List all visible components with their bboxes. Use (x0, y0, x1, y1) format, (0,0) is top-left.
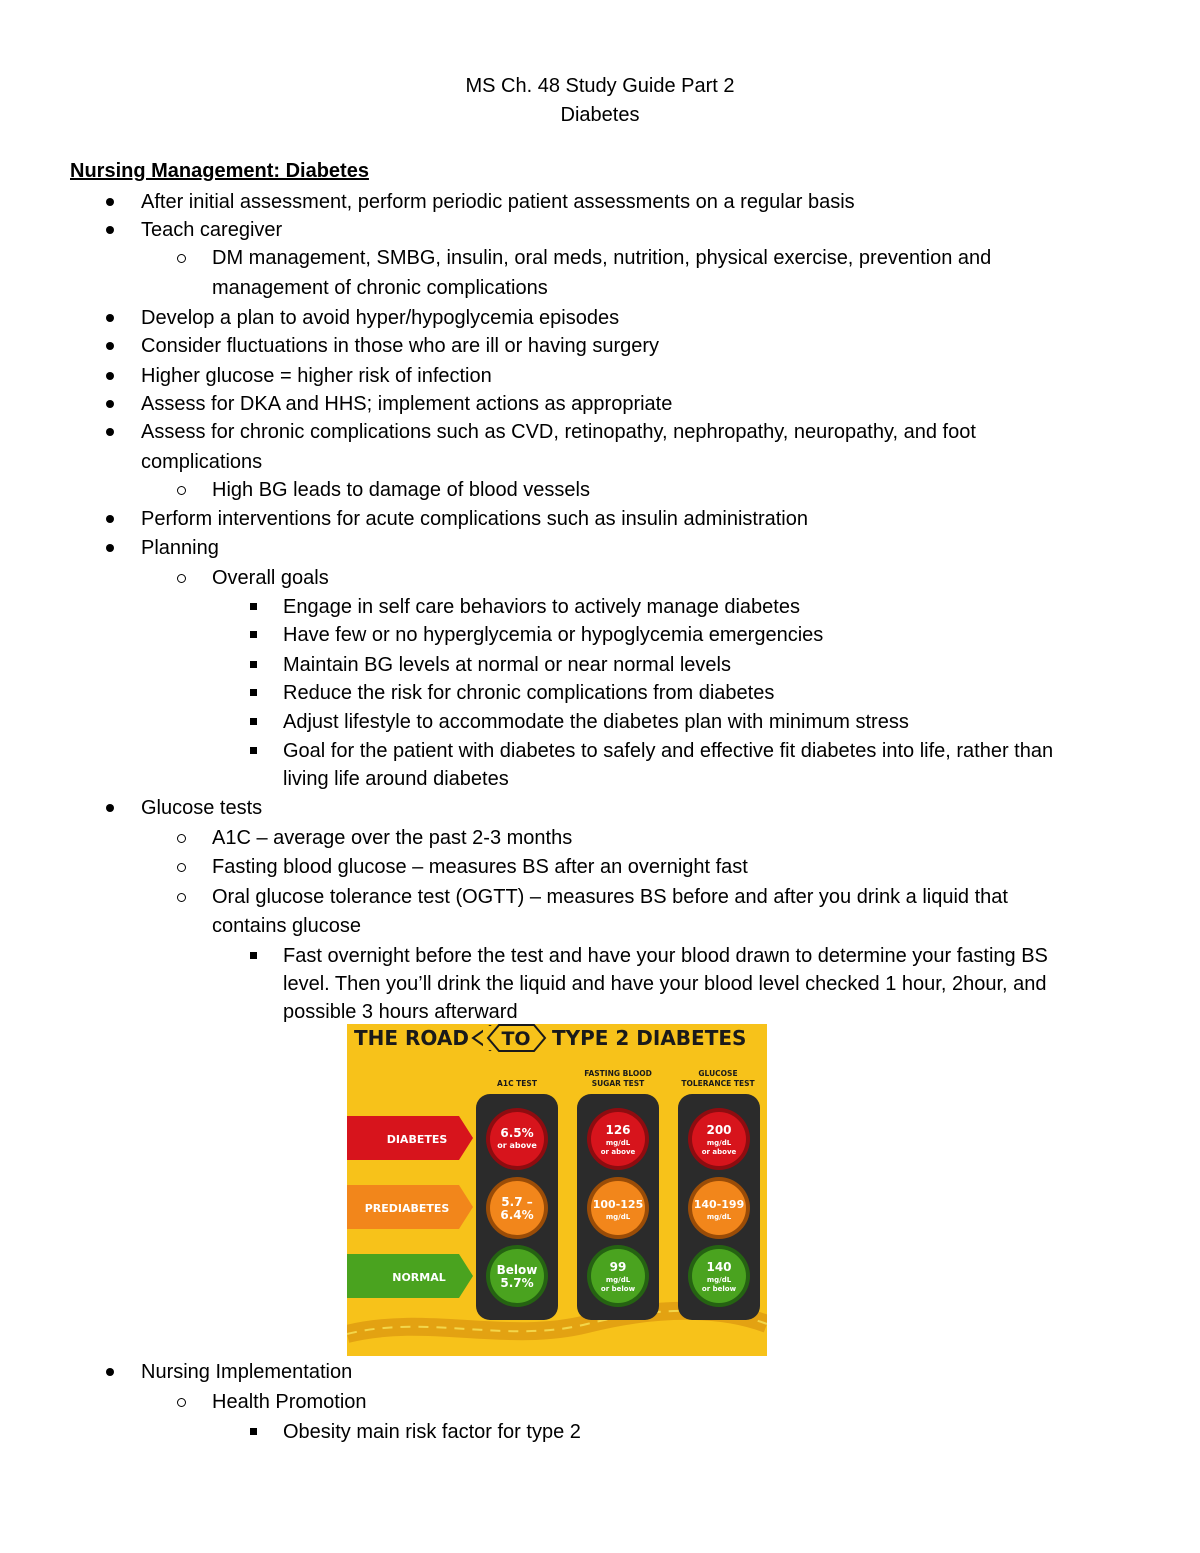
gtt-red-unit: mg/dL (706, 1139, 732, 1147)
column-header-glucose-line1: GLUCOSE (698, 1069, 738, 1078)
road-to-type-2-diabetes-infographic (347, 1024, 767, 1356)
list-item-continuation: contains glucose (212, 915, 361, 937)
bullet-dot (106, 314, 114, 322)
gtt-orange-unit: mg/dL (706, 1213, 732, 1221)
fbs-red-unit: mg/dL (605, 1139, 631, 1147)
list-item-continuation: level. Then you’ll drink the liquid and have your blood level checked 1 hour, 2hour, and (283, 973, 1047, 995)
fbs-orange-value: 100-125 (592, 1198, 644, 1211)
list-item: Assess for chronic complications such as CVD, retinopathy, nephropathy, neuropathy, and foot (141, 421, 976, 443)
bullet-circle (177, 1398, 186, 1407)
column-header-glucose-line2: TOLERANCE TEST (681, 1079, 755, 1088)
bullet-dot (106, 342, 114, 350)
list-item: Engage in self care behaviors to actively manage diabetes (283, 596, 800, 618)
list-item: Adjust lifestyle to accommodate the diabetes plan with minimum stress (283, 711, 909, 733)
list-item: A1C – average over the past 2-3 months (212, 827, 573, 849)
bullet-square (250, 952, 257, 959)
a1c-orange-value: 5.7 – (501, 1195, 533, 1209)
list-item: Maintain BG levels at normal or near normal levels (283, 654, 731, 676)
gtt-green-note: or below (701, 1285, 737, 1293)
list-item-continuation: possible 3 hours afterward (283, 1001, 518, 1023)
list-item: Glucose tests (141, 797, 263, 819)
document-subtitle: Diabetes (560, 104, 640, 126)
column-header-fasting-line2: SUGAR TEST (591, 1079, 645, 1088)
infographic-title-right: TYPE 2 DIABETES (552, 1026, 747, 1050)
list-item: Overall goals (212, 567, 329, 589)
list-item: Consider fluctuations in those who are ill or having surgery (141, 335, 660, 357)
list-item-continuation: living life around diabetes (283, 768, 509, 790)
bullet-dot (106, 428, 114, 436)
bullet-square (250, 747, 257, 754)
list-item: Goal for the patient with diabetes to safely and effective fit diabetes into life, rather than (283, 740, 1054, 762)
bullet-square (250, 661, 257, 668)
bullet-dot (106, 1368, 114, 1376)
bullet-square (250, 689, 257, 696)
list-item: Have few or no hyperglycemia or hypoglycemia emergencies (283, 624, 824, 646)
bullet-square (250, 718, 257, 725)
a1c-red-note: or above (497, 1141, 537, 1150)
bullet-dot (106, 544, 114, 552)
fbs-green-note: or below (600, 1285, 636, 1293)
infographic-title-left: THE ROAD (354, 1026, 469, 1050)
column-header-a1c: A1C TEST (497, 1079, 537, 1088)
row-label-prediabetes: PREDIABETES (364, 1202, 450, 1215)
list-item: Fast overnight before the test and have your blood drawn to determine your fasting BS (283, 945, 1048, 967)
bullet-dot (106, 372, 114, 380)
list-item: Planning (141, 537, 219, 559)
list-item: Assess for DKA and HHS; implement actions as appropriate (141, 393, 673, 415)
column-header-fasting-line1: FASTING BLOOD (584, 1069, 652, 1078)
fbs-red-note: or above (600, 1148, 636, 1156)
a1c-red-value: 6.5% (500, 1126, 534, 1140)
bullet-circle (177, 486, 186, 495)
list-item: High BG leads to damage of blood vessels (212, 479, 590, 501)
gtt-orange-value: 140-199 (693, 1198, 745, 1211)
list-item: Higher glucose = higher risk of infection (141, 365, 492, 387)
list-item: Oral glucose tolerance test (OGTT) – measures BS before and after you drink a liquid that (212, 886, 1008, 908)
bullet-square (250, 1428, 257, 1435)
section-heading: Nursing Management: Diabetes (70, 160, 369, 182)
gtt-red-note: or above (701, 1148, 737, 1156)
list-item: Develop a plan to avoid hyper/hypoglycemia episodes (141, 307, 620, 329)
row-label-normal: NORMAL (392, 1271, 446, 1284)
bullet-dot (106, 226, 114, 234)
fbs-green-value: 99 (609, 1260, 627, 1274)
row-label-diabetes: DIABETES (386, 1133, 448, 1146)
list-item: After initial assessment, perform periodic patient assessments on a regular basis (141, 191, 855, 213)
a1c-green-value-2: 5.7% (500, 1276, 534, 1290)
bullet-dot (106, 198, 114, 206)
list-item-continuation: complications (141, 451, 263, 473)
bullet-circle (177, 254, 186, 263)
bullet-dot (106, 515, 114, 523)
fbs-red-value: 126 (605, 1123, 631, 1137)
list-item: Obesity main risk factor for type 2 (283, 1421, 581, 1443)
bullet-dot (106, 400, 114, 408)
a1c-green-value: Below (496, 1263, 538, 1277)
gtt-red-value: 200 (706, 1123, 732, 1137)
list-item: Reduce the risk for chronic complications from diabetes (283, 682, 775, 704)
list-item: DM management, SMBG, insulin, oral meds, nutrition, physical exercise, prevention and (212, 247, 992, 269)
bullet-dot (106, 804, 114, 812)
fbs-green-unit: mg/dL (605, 1276, 631, 1284)
bullet-square (250, 603, 257, 610)
list-item: Health Promotion (212, 1391, 367, 1413)
list-item-continuation: management of chronic complications (212, 277, 548, 299)
list-item: Teach caregiver (141, 219, 283, 241)
list-item: Perform interventions for acute complications such as insulin administration (141, 508, 808, 530)
gtt-green-unit: mg/dL (706, 1276, 732, 1284)
bullet-circle (177, 834, 186, 843)
gtt-green-value: 140 (706, 1260, 732, 1274)
bullet-circle (177, 574, 186, 583)
list-item: Nursing Implementation (141, 1361, 353, 1383)
list-item: Fasting blood glucose – measures BS after an overnight fast (212, 856, 748, 878)
bullet-circle (177, 893, 186, 902)
bullet-square (250, 631, 257, 638)
a1c-orange-value-2: 6.4% (500, 1208, 534, 1222)
infographic-title-sign: TO (501, 1028, 531, 1050)
document-title: MS Ch. 48 Study Guide Part 2 (465, 75, 735, 97)
bullet-circle (177, 863, 186, 872)
fbs-orange-unit: mg/dL (605, 1213, 631, 1221)
